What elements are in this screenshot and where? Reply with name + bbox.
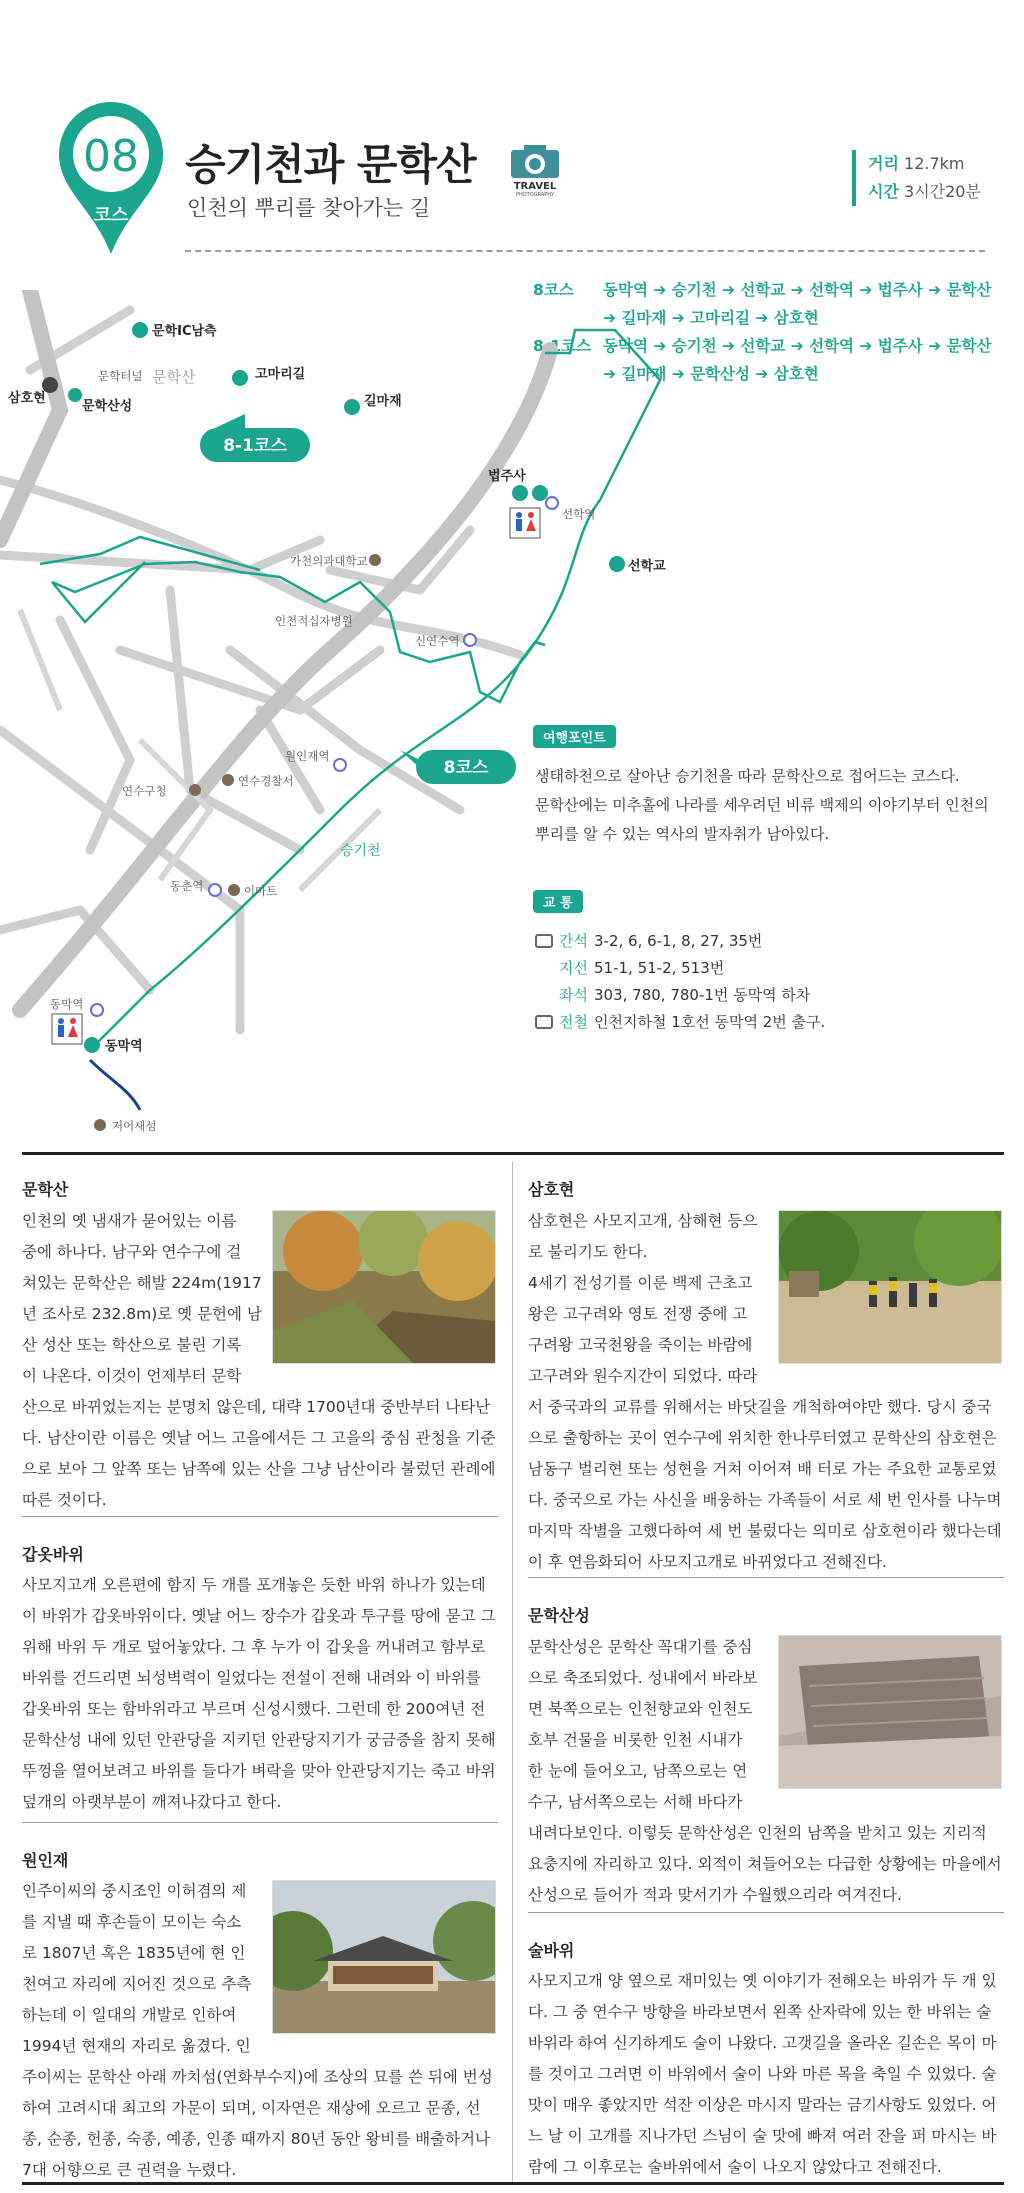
travel-point-tag: 여행포인트 bbox=[533, 725, 616, 748]
label-dongmak-station: 동막역 bbox=[50, 997, 84, 1011]
sanseong-text: 내려다보인다. 이렇듯 문학산성은 인천의 남쪽을 받치고 있는 지리적 요충지에 자리하고 있다. 외적이 쳐들어오는 다급한 상황에는 마을에서 산성으로 들어가 적과 맞서기가 수월했으리라 여겨진다. bbox=[528, 1824, 1002, 1904]
station-dongchun-icon bbox=[209, 884, 221, 896]
article-title: 원인재 bbox=[22, 1851, 69, 1870]
marker-munhaksanseong bbox=[68, 388, 82, 402]
label-munhak-ic: 문학IC남측 bbox=[152, 324, 217, 339]
article-title: 갑옷바위 bbox=[22, 1545, 84, 1564]
route-line: ➔ 길마재 ➔ 고마리길 ➔ 삼호현 bbox=[603, 309, 819, 327]
poi-police-icon bbox=[222, 774, 234, 786]
label-seonhakgyo: 선학교 bbox=[628, 559, 666, 574]
label-dongmak: 동막역 bbox=[105, 1039, 143, 1054]
wonin-text: 주이씨는 문학산 아래 까치섬(연화부수지)에 조상의 묘를 쓴 뒤에 번성하여 고려시대 최고의 가문이 되며, 이자연은 재상에 오르고 문종, 선종, 순종, 헌종, 숙종, 예종, 인종 때까지 80년 동안 왕비를 배출하거나 7대 어향으로 큰 권력을 누렸다. bbox=[22, 2068, 493, 2179]
logo-text: TRAVEL bbox=[513, 181, 557, 192]
label-munhaksan: 문학산 bbox=[152, 368, 196, 386]
section-divider bbox=[528, 1577, 1004, 1578]
label-gachon: 가천의과대학교 bbox=[290, 554, 368, 568]
station-sinyeonsu-icon bbox=[464, 634, 476, 646]
label-samhohyeon: 삼호현 bbox=[8, 391, 46, 406]
label-seunggicheon: 승기천 bbox=[340, 843, 381, 859]
course-8-1-label: 8-1코스 bbox=[223, 436, 287, 456]
label-seonhak-station: 선학역 bbox=[562, 507, 596, 521]
top-rule bbox=[22, 1152, 1004, 1155]
road-network bbox=[0, 310, 520, 1030]
route-label: 8코스 bbox=[533, 281, 574, 299]
label-emart: 이마트 bbox=[244, 884, 278, 898]
label-wetland: 저어새섬 bbox=[112, 1119, 157, 1133]
route-line: 동막역 ➔ 승기천 ➔ 선학교 ➔ 선학역 ➔ 법주사 ➔ 문학산 bbox=[603, 337, 992, 355]
transport-info: 간석 3-2, 6, 6-1, 8, 27, 35번 지선 51-1, 51-2, 513번 좌석 303, 780, 780-1번 동막역 하차 전철 인천지하철 1호선 동막역 2번 출구. bbox=[535, 928, 825, 1036]
station-wonin-icon bbox=[334, 759, 346, 771]
section-divider bbox=[22, 1516, 498, 1517]
column-divider bbox=[512, 1162, 513, 2182]
marker-munhak-ic bbox=[132, 322, 148, 338]
label-sinyeonsu: 신연수역 bbox=[415, 634, 460, 648]
page-title: 승기천과 문학산 bbox=[185, 140, 476, 189]
label-yeonsugu: 연수구청 bbox=[122, 784, 167, 798]
marker-gomari bbox=[232, 370, 248, 386]
route-line: ➔ 길마재 ➔ 문학산성 ➔ 삼호현 bbox=[603, 365, 819, 383]
distance-value: 12.7km bbox=[904, 154, 965, 173]
poi-yeonsugu-icon bbox=[189, 784, 201, 796]
course-number: 08 bbox=[83, 131, 139, 182]
label-dongchun: 동춘역 bbox=[170, 879, 204, 893]
sul-text: 사모지고개 양 옆으로 재미있는 옛 이야기가 전해오는 바위가 두 개 있다. 그 중 연수구 방향을 바라보면서 왼쪽 산자락에 있는 한 바위는 술바위라 하여 신기하게도 술이 나왔다. 고갯길을 올라온 길손은 목이 마를 것이고 그러면 이 바위에서 술이 나와 마른 목을 축일 수 있었다. 술 맛이 매우 좋았지만 석잔 이상은 마시지 말라는 금기사항도 있었다. 어느 날 이 고개를 지나가던 스님이 술 맛에 빠져 여러 잔을 퍼 마시는 바람에 그 이후로는 술바위에서 술이 나오지 않았다고 전해진다. bbox=[528, 1972, 997, 2176]
time-value: 3시간20분 bbox=[904, 182, 981, 201]
course-label: 코스 bbox=[93, 205, 129, 226]
poi-wetland-icon bbox=[94, 1119, 106, 1131]
distance-label: 거리 bbox=[868, 154, 899, 173]
label-munhaksanseong: 문학산성 bbox=[82, 399, 133, 414]
transport-tag: 교 통 bbox=[533, 890, 583, 913]
logo-subtext: PHOTOGRAPHY bbox=[515, 192, 555, 198]
restroom-icon bbox=[52, 1014, 82, 1044]
label-gomari: 고마리길 bbox=[255, 367, 306, 382]
course-pin-badge bbox=[55, 98, 167, 258]
header-divider bbox=[185, 250, 985, 252]
label-gilmajae: 길마재 bbox=[364, 394, 402, 409]
munhaksan-text: 산으로 바뀌었는지는 분명치 않은데, 대략 1700년대 중반부터 나타난다. 남산이란 이름은 옛날 어느 고을에서든 그 고을의 중심 관청을 기준으로 보아 그 앞쪽 또는 남쪽에 있는 산을 그냥 남산이라 불렀던 관례에 따른 것이다. bbox=[22, 1398, 496, 1509]
wonin-text-short: 인주이씨의 중시조인 이허겸의 제 를 지낼 때 후손들이 모이는 숙소 로 1807년 혹은 1835년에 현 인 천여고 자리에 지어진 것으로 추측 하는데 이 일대의 개발로 인하여 1994년 현재의 자리로 옮겼다. 인 bbox=[22, 1882, 252, 2055]
course-8-label: 8코스 bbox=[443, 758, 489, 778]
page-subtitle: 인천의 뿌리를 찾아가는 길 bbox=[187, 196, 431, 220]
route-label: 8-1코스 bbox=[533, 337, 591, 355]
munhaksan-text-short: 인천의 옛 냄새가 묻어있는 이름 중에 하나다. 남구와 연수구에 걸 쳐있는 문학산은 해발 224m(1917 년 조사로 232.8m)로 옛 문헌에 남 산 성산 또는 학산으로 불린 기록 이 나온다. 이것이 언제부터 문학 bbox=[22, 1212, 262, 1385]
time-label: 시간 bbox=[868, 182, 899, 201]
section-divider bbox=[22, 1822, 498, 1823]
article-title: 삼호현 bbox=[528, 1180, 575, 1199]
marker-beopjusa-b bbox=[532, 485, 548, 501]
course-info bbox=[852, 150, 981, 206]
sanseong-photo bbox=[778, 1635, 1002, 1789]
station-dongmak-icon bbox=[91, 1004, 103, 1016]
samho-text-short: 삼호현은 사모지고개, 삼해현 등으 로 불리기도 한다. 4세기 전성기를 이룬 백제 근초고 왕은 고구려와 영토 전쟁 중에 고 구려왕 고국천왕을 죽이는 바람에 고구려와 원수지간이 되었다. 따라 bbox=[528, 1212, 758, 1385]
travel-point-text: 생태하천으로 살아난 승기천을 따라 문학산으로 접어드는 코스다. 문학산에는 미추홀에 나라를 세우려던 비류 백제의 이야기부터 인천의 뿌리를 알 수 있는 역사의 발자취가 남아있다. bbox=[535, 767, 989, 843]
label-police: 연수경찰서 bbox=[238, 774, 294, 788]
bus-icon bbox=[535, 934, 553, 948]
article-title: 술바위 bbox=[528, 1941, 575, 1960]
subway-icon bbox=[535, 1015, 553, 1029]
munhaksan-photo bbox=[272, 1210, 496, 1364]
travel-camera-icon bbox=[508, 140, 562, 198]
section-divider bbox=[528, 1912, 1004, 1913]
marker-dongmak bbox=[84, 1037, 100, 1053]
course-8-1-callout bbox=[200, 414, 310, 462]
route-line: 동막역 ➔ 승기천 ➔ 선학교 ➔ 선학역 ➔ 법주사 ➔ 문학산 bbox=[603, 281, 992, 299]
label-wonin: 원인재역 bbox=[285, 749, 330, 763]
marker-seonhakgyo bbox=[609, 556, 625, 572]
article-title: 문학산성 bbox=[528, 1606, 590, 1625]
station-seonhak-icon bbox=[546, 497, 558, 509]
samho-photo bbox=[778, 1210, 1002, 1364]
label-beopjusa: 법주사 bbox=[488, 469, 526, 484]
label-munhak-tunnel: 문학터널 bbox=[98, 369, 143, 383]
wonin-photo bbox=[272, 1880, 496, 2034]
samho-text: 서 중국과의 교류를 위해서는 바닷길을 개척하여야만 했다. 당시 중국으로 출항하는 곳이 연수구에 위치한 한나루터였고 문학산의 삼호현은 남동구 벌리현 또는 성현을 거쳐 이어져 배 터로 가는 주요한 교통로였다. 중국으로 가는 사신을 배웅하는 가족들이 서로 세 번 인사를 나누며 마지막 작별을 고했다하여 세 번 불렀다는 의미로 삼호현이라 했다는데 이 후 연음화되어 사모지고개로 바뀌었다고 전해진다. bbox=[528, 1398, 1002, 1571]
river-line bbox=[90, 1060, 140, 1110]
article-title: 문학산 bbox=[22, 1180, 69, 1199]
west-highway bbox=[0, 290, 60, 540]
restroom-icon bbox=[510, 508, 540, 538]
poi-gachon-icon bbox=[369, 554, 381, 566]
marker-gilmajae bbox=[344, 399, 360, 415]
marker-beopjusa-a bbox=[512, 485, 528, 501]
gabot-text: 사모지고개 오른편에 함지 두 개를 포개놓은 듯한 바위 하나가 있는데 이 바위가 갑옷바위이다. 옛날 어느 장수가 갑옷과 투구를 땅에 묻고 그 위해 바위 두 개로 덮어놓았다. 그 후 누가 이 갑옷을 꺼내려고 함부로 바위를 건드리면 뇌성벽력이 일었다는 전설이 전해 내려와 이 바위를 갑옷바위 또는 함바위라고 부르며 신성시했다. 그런데 한 200여년 전 문학산성 내에 있던 안관당을 지키던 안관당지기가 궁금증을 참지 못해 뚜껑을 열어보려고 바위를 들다가 벼락을 맞아 안관당지기는 죽고 바위 덮개의 아랫부분이 깨져나갔다고 한다. bbox=[22, 1576, 496, 1811]
label-hospital: 인천적십자병원 bbox=[275, 614, 353, 628]
sanseong-text-short: 문학산성은 문학산 꼭대기를 중심 으로 축조되었다. 성내에서 바라보 면 북쪽으로는 인천향교와 인천도 호부 건물을 비롯한 인천 시내가 한 눈에 들어오고, 남쪽으로는 연 수구, 남서쪽으로는 서해 바다가 bbox=[528, 1638, 758, 1811]
course-8-callout bbox=[400, 750, 516, 784]
poi-emart-icon bbox=[228, 884, 240, 896]
